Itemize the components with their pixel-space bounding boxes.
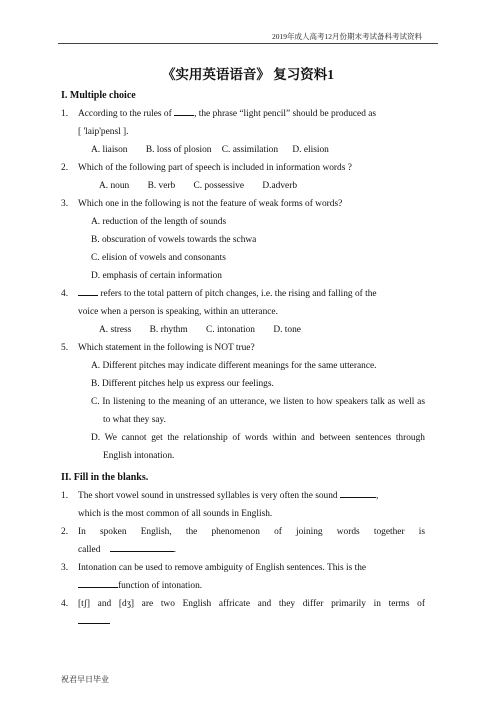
option-c: C. possessive [193,181,245,191]
question-text: Which statement in the following is NOT true? [78,343,255,353]
answer-blank [78,286,98,296]
option-a: A. stress [99,325,132,335]
question-2 [61,159,425,177]
option-c: C. In listening to the meaning of an utterance, we listen to how speakers talk as well as to what they say. [91,397,425,425]
question-3 [61,195,425,213]
option-b: B. obscuration of vowels towards the schwa [91,235,257,245]
option-c: C. assimilation [221,145,279,155]
question-number: 4. [61,599,69,609]
question-text-cont: called [78,545,101,555]
question-4-options [61,321,425,339]
answer-blank [340,488,376,498]
fill-1: 1. The short vowel sound in unstressed syllables is very often the sound , [61,487,425,505]
question-number: 5. [61,343,69,353]
question-number: 2. [61,527,69,537]
answer-blank [174,106,194,116]
question-number: 3. [61,199,69,209]
question-text-cont: function of intonation. [118,581,203,591]
question-4 [61,285,425,303]
question-number: 1. [61,491,69,501]
option-b: B. rhythm [149,325,188,335]
question-number: 4. [61,289,69,299]
page-header: 2019年成人高考12月份期末考试备科考试资料 [272,32,422,41]
option-b: B. verb [147,181,176,191]
question-text: [tʃ] and [dʒ] are two English affricate and they differ primarily in terms of [78,599,425,609]
fill-4-cont [61,613,425,631]
fill-2 [61,523,425,541]
question-text: Which of the following part of speech is included in information words ? [78,163,352,173]
option-d: D. elision [292,145,329,155]
question-5 [61,339,425,357]
option-c: C. elision of vowels and consonants [91,253,226,263]
option-a: A. noun [99,181,130,191]
option-b: B. loss of plosion [145,145,212,155]
header-rule [58,43,438,44]
fill-2-cont: called . [61,541,425,559]
document-body [61,85,425,631]
question-1-options [61,141,425,159]
fill-3 [61,559,425,577]
question-text: Intonation can be used to remove ambiguity of English sentences. This is the [78,563,367,573]
question-1 [61,105,425,123]
fill-3-cont [61,577,425,595]
option-d: D. emphasis of certain information [91,271,222,281]
option-b: B. Different pitches help us express our feelings. [91,379,274,389]
question-1-ipa: [ 'laip'pensl ]. [78,127,129,137]
page-footer: 祝君早日毕业 [61,675,109,684]
question-text: refers to the total pattern of pitch changes, i.e. the rising and falling of the [100,289,377,299]
question-4-cont: voice when a person is speaking, within an utterance. [78,307,278,317]
document-title: 《实用英语语音》 复习资料1 [161,67,335,82]
fill-1-cont: which is the most common of all sounds in English. [78,509,273,519]
section-heading-multiple-choice: I. Multiple choice [61,90,136,101]
option-a: A. reduction of the length of sounds [91,217,227,227]
question-2-options [61,177,425,195]
option-c: C. intonation [206,325,255,335]
option-d: D. tone [273,325,301,335]
option-a: A. liaison [91,145,128,155]
question-text-cont: , the phrase “light pencil” should be produced as [194,109,377,119]
option-d: D. We cannot get the relationship of words within and between sentences through English intonation. [91,433,425,461]
option-a: A. Different pitches may indicate different meanings for the same utterance. [91,361,377,371]
fill-4 [61,595,425,613]
question-number: 2. [61,163,69,173]
question-text: Which one in the following is not the feature of weak forms of words? [78,199,343,209]
question-text: According to the rules of [78,109,172,119]
question-text: In spoken English, the phenomenon of joining words together is [78,527,425,537]
question-number: 3. [61,563,69,573]
section-heading-fill-blanks: II. Fill in the blanks. [61,472,149,483]
answer-blank [78,614,110,624]
question-text: The short vowel sound in unstressed syllables is very often the sound [78,491,338,501]
question-number: 1. [61,109,69,119]
option-d: D.adverb [262,181,298,191]
answer-blank [78,578,118,588]
answer-blank [110,542,174,552]
